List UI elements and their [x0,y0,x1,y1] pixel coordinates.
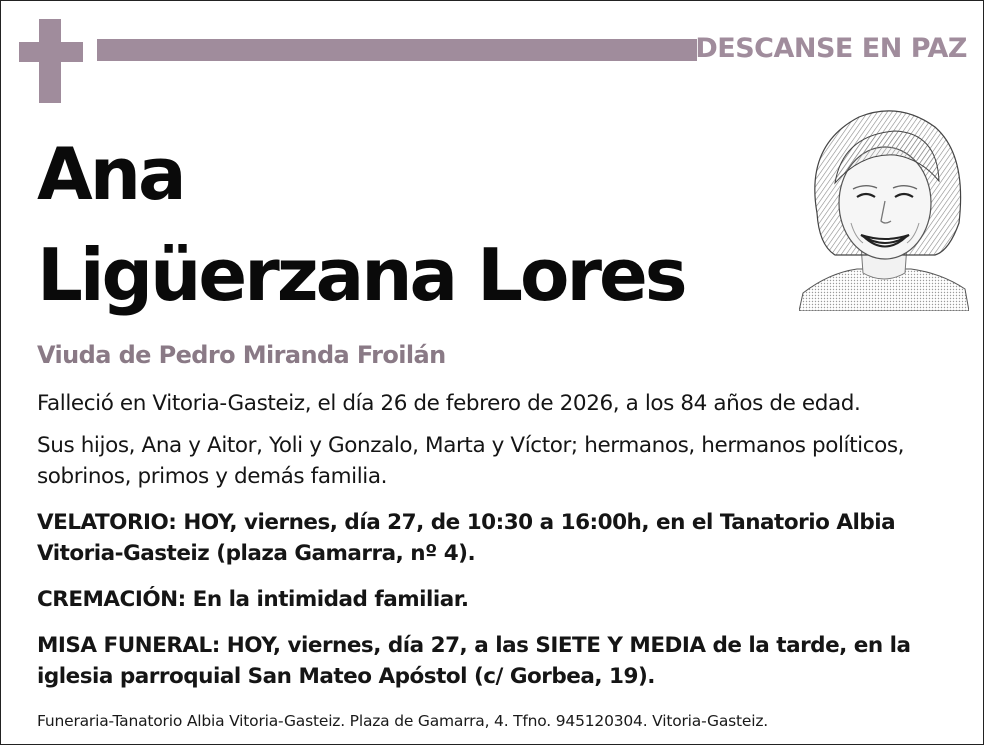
funeral-mass-text: MISA FUNERAL: HOY, viernes, día 27, a las SIETE Y MEDIA de la tarde, en la iglesia parroquial San Mateo Apóstol (c/ Gorbea, 19). [37,633,911,689]
wake-text: VELATORIO: HOY, viernes, día 27, de 10:30 a 16:00h, en el Tanatorio Albia Vitoria-Gasteiz (plaza Gamarra, nº 4). [37,510,896,566]
relation-subtitle: Viuda de Pedro Miranda Froilán [37,341,446,369]
portrait-photo [799,105,969,311]
header-title: DESCANSE EN PAZ [695,33,967,64]
cremation-text: CREMACIÓN: En la intimidad familiar. [37,587,469,612]
family-text: Sus hijos, Ana y Aitor, Yoli y Gonzalo, Marta y Víctor; hermanos, hermanos políticos, sobrinos, primos y demás familia. [37,433,905,489]
header-rule [97,39,697,61]
death-notice-text: Falleció en Vitoria-Gasteiz, el día 26 de febrero de 2026, a los 84 años de edad. [37,391,861,416]
deceased-first-name: Ana [37,132,184,216]
cross-icon [19,19,83,103]
deceased-surnames: Ligüerzana Lores [37,233,685,317]
funeral-home-footer: Funeraria-Tanatorio Albia Vitoria-Gasteiz. Plaza de Gamarra, 4. Tfno. 945120304. Vitoria-Gasteiz. [37,712,769,730]
